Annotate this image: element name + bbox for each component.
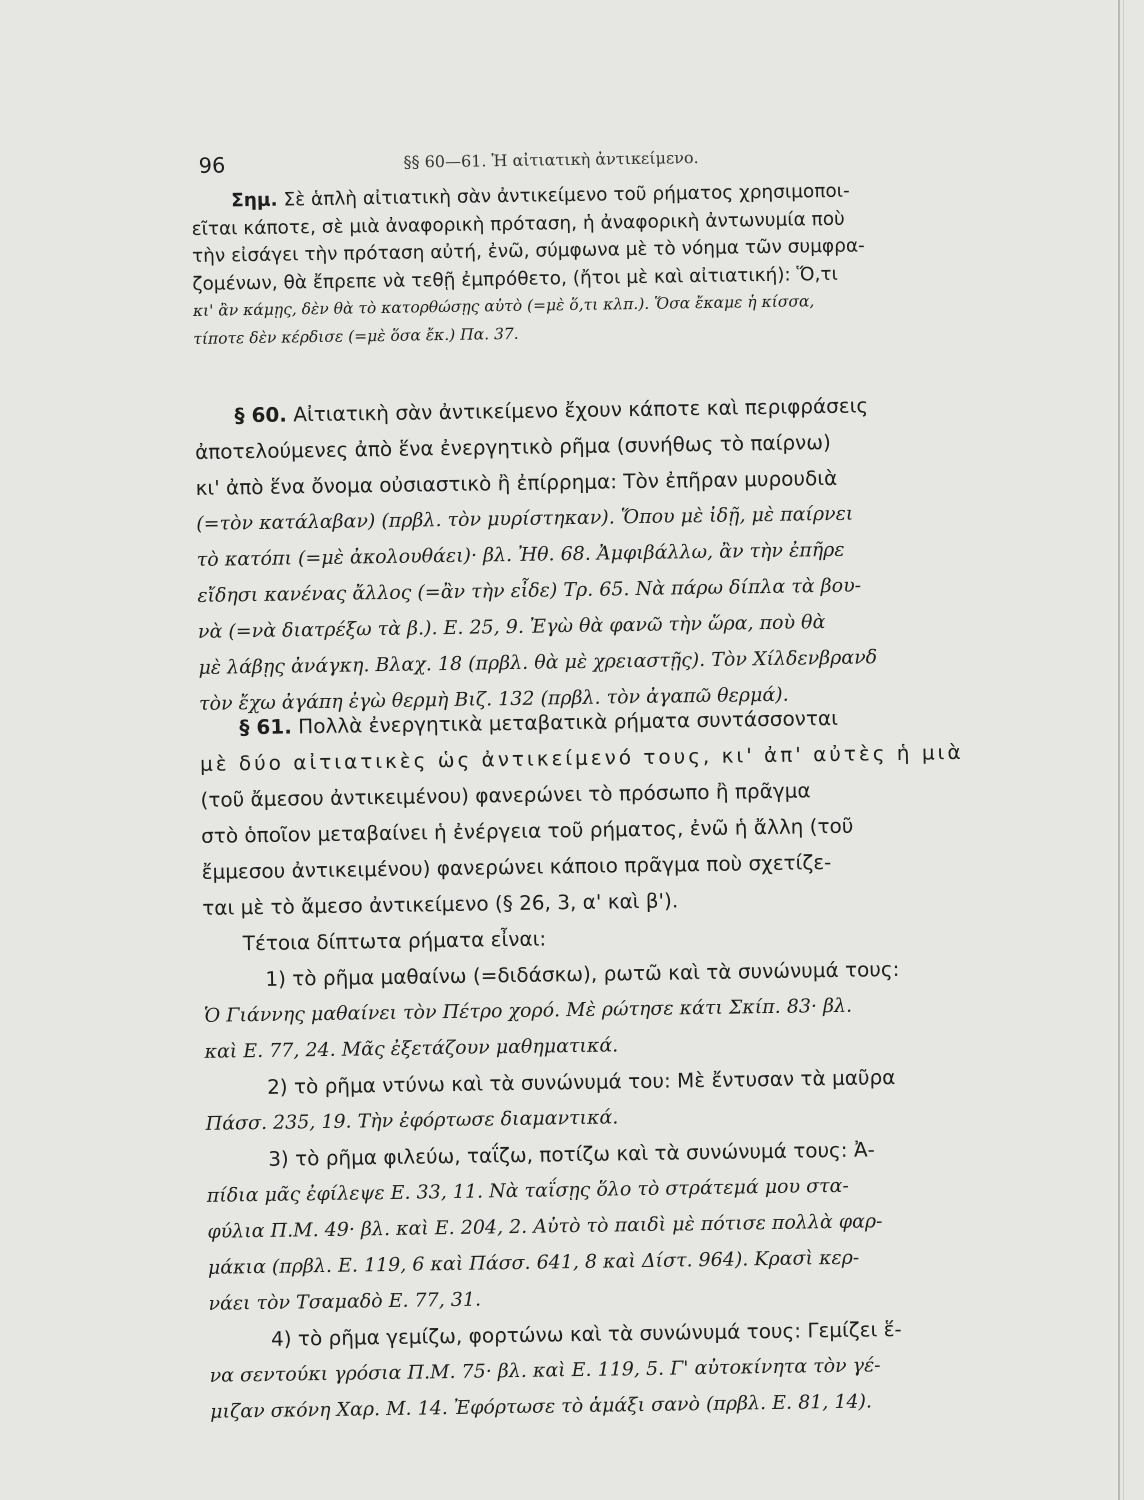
- section-61-line: Ὁ Γιάννης μαθαίνει τὸν Πέτρο χορό. Μὲ ρώτησε κάτι Σκίπ. 83· βλ.: [203, 994, 853, 1027]
- section-61: [199, 697, 1025, 1430]
- note-paragraph: [191, 175, 1008, 353]
- section-60: [194, 385, 1014, 722]
- section-60-line: κι' ἀπὸ ἕνα ὄνομα οὐσιαστικὸ ἢ ἐπίρρημα: Τὸν ἐπῆραν μυρουδιὰ: [195, 465, 838, 500]
- section-61-line: καὶ Ε. 77, 24. Μᾶς ἐξετάζουν μαθηματικά.: [204, 1034, 619, 1063]
- book-page: [188, 0, 1031, 1500]
- section-61-line: μιζαν σκόνη Χαρ. Μ. 14. Ἐφόρτωσε τὸ ἁμάξι σανὸ (πρβλ. Ε. 81, 14).: [210, 1390, 873, 1423]
- section-60-line: ἀποτελούμενες ἀπὸ ἕνα ἐνεργητικὸ ρῆμα (συνήθως τὸ παίρνω): [194, 429, 831, 464]
- section-60-label: § 60.: [234, 402, 288, 428]
- note-line: Σημ. Σὲ ἁπλὴ αἰτιατικὴ σὰν ἀντικείμενο τοῦ ρήματος χρησιμοποι-: [230, 180, 850, 212]
- section-61-line: φύλια Π.Μ. 49· βλ. καὶ Ε. 204, 2. Αὐτὸ τὸ παιδὶ μὲ πότισε πολλὰ φαρ-: [207, 1210, 883, 1243]
- note-line: τίποτε δὲν κέρδισε (=μὲ ὅσα ἔκ.) Πα. 37.: [193, 324, 519, 348]
- section-60-line: τὸν ἔχω ἀγάπη ἐγὼ θερμὴ Βιζ. 132 (πρβλ. τὸν ἀγαπῶ θερμά).: [198, 683, 789, 715]
- section-60-line: τὸ κατόπι (=μὲ ἀκολουθάει)· βλ. Ἠθ. 68. Ἀμφιβάλλω, ἂν τὴν ἐπῆρε: [196, 538, 845, 571]
- section-60-line: § 60. Αἰτιατικὴ σὰν ἀντικείμενο ἔχουν κάποτε καὶ περιφράσεις: [234, 393, 869, 428]
- note-line: εῖται κάποτε, σὲ μιὰ ἀναφορικὴ πρόταση, ἡ ἀναφορικὴ ἀντωνυμία ποὺ: [191, 208, 845, 240]
- list-item-3: 3) τὸ ρῆμα φιλεύω, ταΐζω, ποτίζω καὶ τὰ συνώνυμά τους: Ἀ-: [268, 1137, 875, 1171]
- section-61-line: μάκια (πρβλ. Ε. 119, 6 καὶ Πάσσ. 641, 8 καὶ Δίστ. 964). Κρασὶ κερ-: [207, 1246, 860, 1279]
- section-60-line: εἴδησι κανένας ἄλλος (=ἂν τὴν εἶδε) Τρ. 65. Νὰ πάρω δίπλα τὰ βου-: [197, 574, 862, 607]
- note-line: τὴν εἰσάγει τὴν πρόταση αὐτή, ἐνῶ, σύμφωνα μὲ τὸ νόημα τῶν συμφρα-: [191, 235, 865, 267]
- section-61-line: § 61. Πολλὰ ἐνεργητικὰ μεταβατικὰ ρήματα συντάσσονται: [239, 705, 839, 740]
- section-61-line: νάει τὸν Τσαμαδὸ Ε. 77, 31.: [208, 1288, 482, 1315]
- list-item-4: 4) τὸ ρῆμα γεμίζω, φορτώνω καὶ τὰ συνώνυμά τους: Γεμίζει ἕ-: [270, 1316, 902, 1351]
- section-61-label: § 61.: [239, 714, 293, 740]
- list-item-2: 2) τὸ ρῆμα ντύνω καὶ τὰ συνώνυμά του: Μὲ ἔντυσαν τὰ μαῦρα: [266, 1065, 896, 1099]
- note-line: ζομένων, θὰ ἔπρεπε νὰ τεθῇ ἐμπρόθετο, (ἤτοι μὲ καὶ αἰτιατική): Ὅ,τι: [192, 263, 838, 295]
- section-60-line: νὰ (=νὰ διατρέξω τὰ β.). Ε. 25, 9. Ἐγὼ θὰ φανῶ τὴν ὥρα, ποὺ θὰ: [197, 611, 826, 643]
- section-61-line: να σεντούκι γρόσια Π.Μ. 75· βλ. καὶ Ε. 119, 5. Γ' αὐτοκίνητα τὸν γέ-: [209, 1354, 881, 1387]
- section-61-line: Τέτοια δίπτωτα ρήματα εἶναι:: [242, 926, 547, 956]
- section-61-line: μὲ δύο αἰτιατικὲς ὡς ἀντικείμενό τους, κι' ἀπ' αὐτὲς ἡ μιὰ: [199, 739, 964, 776]
- section-60-line: μὲ λάβῃς ἀνάγκη. Βλαχ. 18 (πρβλ. θὰ μὲ χρειαστῇς). Τὸν Χίλδενβρανδ: [198, 646, 878, 679]
- list-item-1: 1) τὸ ρῆμα μαθαίνω (=διδάσκω), ρωτῶ καὶ τὰ συνώνυμά τους:: [265, 956, 900, 991]
- page-edge-inner: [1123, 0, 1124, 1500]
- section-61-line: στὸ ὁποῖον μεταβαίνει ἡ ἐνέργεια τοῦ ρήματος, ἐνῶ ἡ ἄλλη (τοῦ: [200, 813, 854, 848]
- section-61-line: ἔμμεσου ἀντικειμένου) φανερώνει κάποιο πρᾶγμα ποὺ σχετίζε-: [201, 850, 832, 884]
- section-61-line: πίδια μᾶς ἐφίλεψε Ε. 33, 11. Νὰ ταΐσῃς ὅλο τὸ στράτεμά μου στα-: [206, 1174, 850, 1207]
- section-61-line: Πάσσ. 235, 19. Τὴν ἐφόρτωσε διαμαντικά.: [205, 1106, 619, 1135]
- note-label: Σημ.: [230, 189, 278, 212]
- section-61-line: ται μὲ τὸ ἄμεσο ἀντικείμενο (§ 26, 3, α' καὶ β').: [202, 888, 679, 920]
- section-60-line: (=τὸν κατάλαβαν) (πρβλ. τὸν μυρίστηκαν). Ὅπου μὲ ἰδῇ, μὲ παίρνει: [196, 502, 854, 535]
- page-number: 96: [198, 153, 226, 178]
- page-edge: [1118, 0, 1120, 1500]
- running-head: §§ 60—61. Ἡ αἰτιατικὴ ἀντικείμενο.: [403, 147, 699, 172]
- note-line: κι' ἂν κάμῃς, δὲν θὰ τὸ κατορθώσῃς αὐτὸ (=μὲ ὅ,τι κλπ.). Ὅσα ἔκαμε ἡ κίσσα,: [192, 292, 815, 320]
- section-61-line: (τοῦ ἄμεσου ἀντικειμένου) φανερώνει τὸ πρόσωπο ἢ πρᾶγμα: [200, 778, 811, 812]
